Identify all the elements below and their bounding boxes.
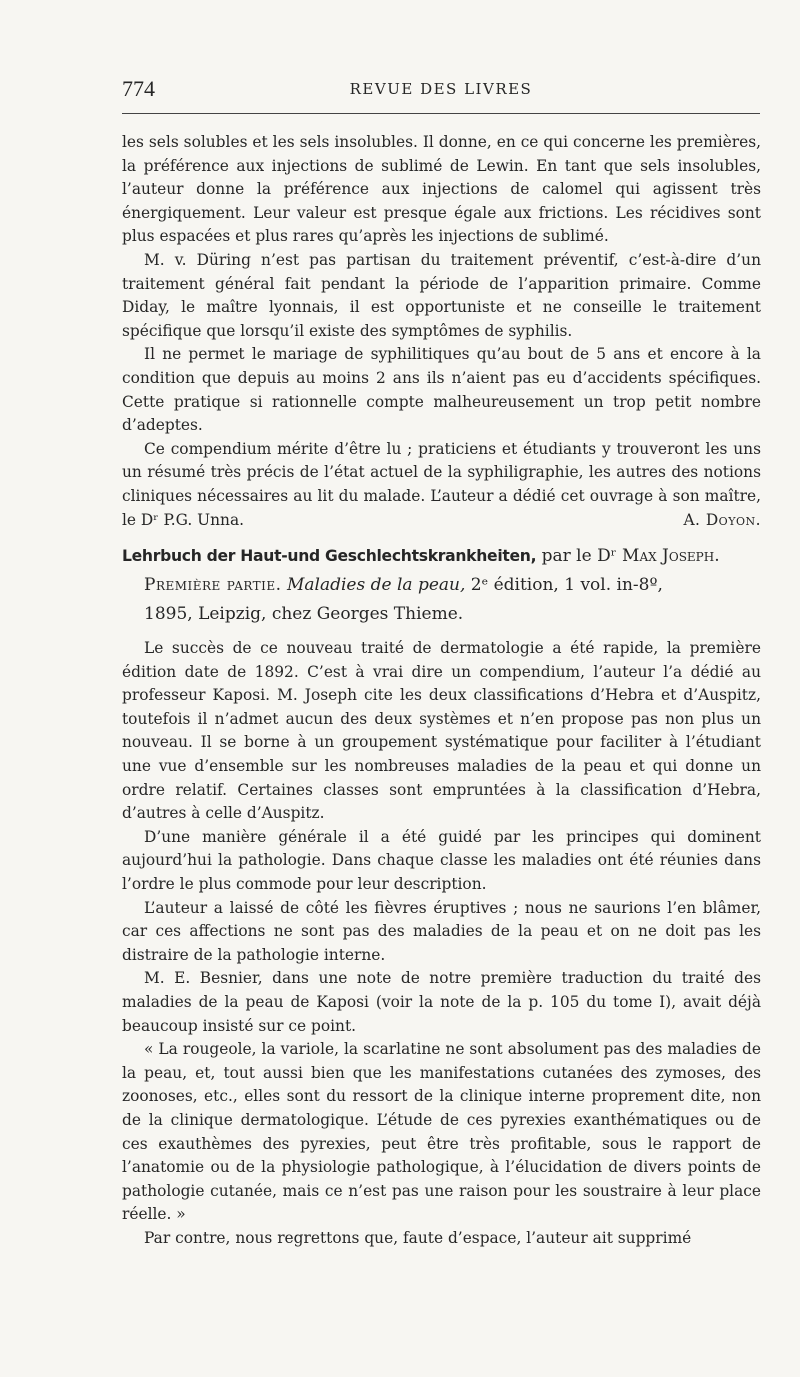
book-publication: 1895, Leipzig, chez Georges Thieme. — [144, 604, 464, 625]
page-number: 774 — [122, 76, 155, 101]
paragraph: Par contre, nous regrettons que, faute d’espace, l’auteur ait supprimé — [144, 1228, 692, 1247]
paragraph: Le succès de ce nouveau traité de dermatologie a été rapide, la première édition date de 1892. C’est à vrai dire un compendium, l’auteur l’a dédié au professeur Kaposi. M. Joseph cite les deux classifications d’Hebra et d’Auspitz, toutefois il n’admet aucun des deux systèmes et n’en propose pas non plus un nouveau. Il se borne à un groupement systématique pour faciliter à l’étudiant une vue d’ensemble sur les nombreuses maladies de la peau et qui donne un ordre relatif. Certaines classes sont empruntées à la classification d’Hebra, d’autres à celle d’Auspitz. — [122, 639, 761, 823]
paragraph-text: Ce compendium mérite d’être lu ; praticiens et étudiants y trouveront les uns un résumé très précis de l’état actuel de la syphiligraphie, les autres des notions cliniques nécessaires au lit du malade. L’auteur a dédié cet ouvrage à son maître, le Dʳ P.G. Unna. — [122, 439, 761, 529]
review-signature: A. Doyon. — [683, 510, 761, 529]
paragraph: D’une manière générale il a été guidé par les principes qui dominent aujourd’hui la pathologie. Dans chaque classe les maladies ont été réunies dans l’ordre le plus commode pour leur description. — [122, 827, 761, 894]
book-author: Max Joseph. — [622, 546, 720, 567]
header-rule — [122, 113, 760, 114]
paragraph: L’auteur a laissé de côté les fièvres éruptives ; nous ne saurions l’en blâmer, car ces affections ne sont pas des maladies de la peau et on ne doit pas les distraire de la pathologie interne. — [122, 898, 761, 964]
body-text — [122, 131, 761, 1251]
paragraph: « La rougeole, la variole, la scarlatine ne sont absolument pas des maladies de la peau, et, tout aussi bien que les manifestations cutanées des zymoses, des zoonoses, etc., elles sont du ressort de la clinique interne proprement dite, non de la clinique dermatologique. L’étude de ces pyrexies exanthématiques ou de ces exauthèmes des pyrexies, peut être très profitable, sous le rapport de l’anatomie ou de la physiologie pathologique, à l’élucidation de divers points de pathologie cutanée, mais ce n’est pas une raison pour les soustraire à leur place réelle. » — [122, 1040, 761, 1224]
book-part: Première partie. — [144, 575, 282, 596]
book-detail-line — [122, 571, 761, 600]
paragraph: M. E. Besnier, dans une note de notre première traduction du traité des maladies de la peau de Kaposi (voir la note de la p. 105 du tome I), avait déjà beaucoup insisté sur ce point. — [122, 969, 761, 1035]
paragraph: les sels solubles et les sels insolubles. Il donne, en ce qui concerne les premières, la préférence aux injections de sublimé de Lewin. En tant que sels insolubles, l’auteur donne la préférence aux injections de calomel qui agissent très énergiquement. Leur valeur est presque égale aux frictions. Les récidives sont plus espacées et plus rares qu’après les injections de sublimé. — [122, 133, 761, 246]
running-title: REVUE DES LIVRES — [349, 80, 533, 98]
paragraph-with-signature — [122, 438, 761, 532]
book-subtitle: Maladies de la peau, — [281, 575, 466, 596]
paragraph: M. v. Düring n’est pas partisan du traitement préventif, c’est-à-dire d’un traitement général fait pendant la période de l’apparition primaire. Comme Diday, le maître lyonnais, il est opportuniste et ne conseille le traitement spécifique que lorsqu’il existe des symptômes de syphilis. — [122, 250, 761, 340]
paragraph: Il ne permet le mariage de syphilitiques qu’au bout de 5 ans et encore à la condition que depuis au moins 2 ans ils n’aient pas eu d’accidents spécifiques. Cette pratique si rationnelle compte malheureusement un trop petit nombre d’adeptes. — [122, 345, 761, 435]
book-author-prefix: par le Dʳ — [536, 546, 623, 567]
book-edition: 2ᵉ édition, 1 vol. in-8º, — [465, 575, 663, 596]
book-heading — [122, 542, 761, 629]
book-title: Lehrbuch der Haut-und Geschlechtskrankheiten, — [122, 547, 537, 566]
running-header — [122, 76, 760, 106]
